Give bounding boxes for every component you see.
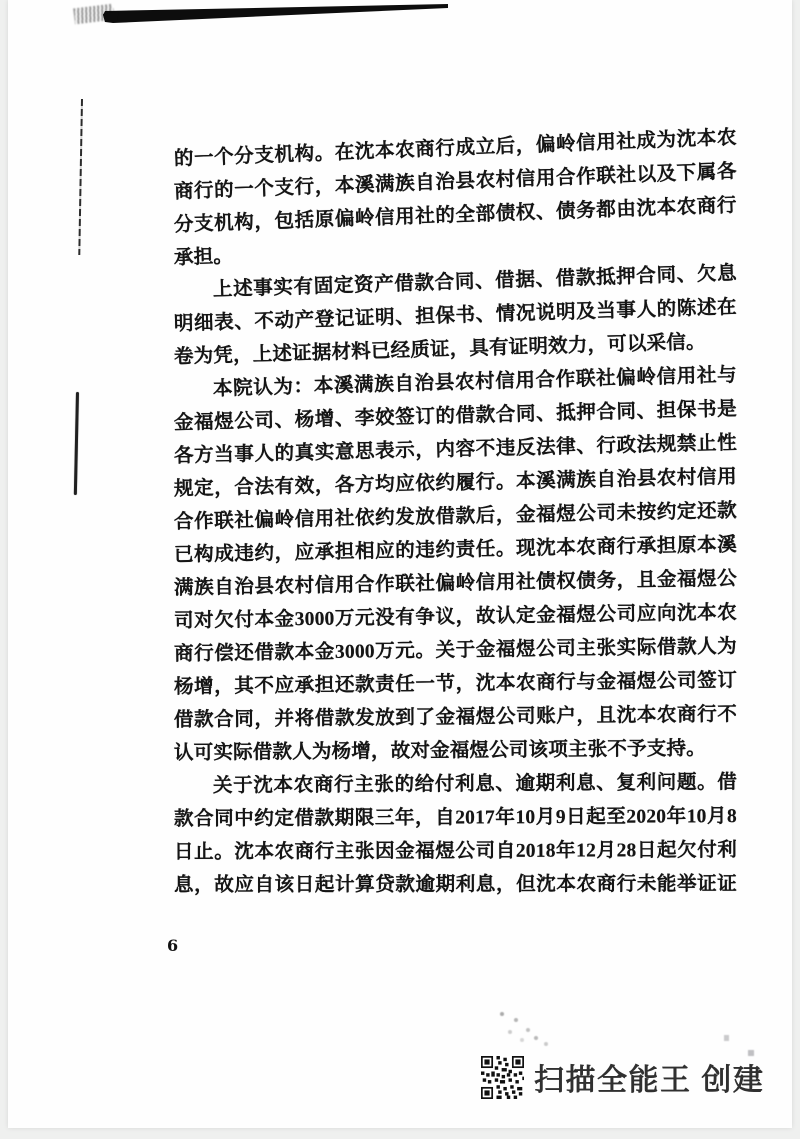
judgment-text-body (173, 127, 738, 902)
text-line: 司对欠付本金3000万元没有争议，故认定金福煜公司应向沈本农 (173, 602, 738, 632)
text-line: 认可实际借款人为杨增，故对金福煜公司该项主张不予支持。 (173, 738, 706, 764)
text-line: 商行偿还借款本金3000万元。关于金福煜公司主张实际借款人为 (173, 636, 738, 665)
text-line: 已构成违约，应承担相应的违约责任。现沈本农商行承担原本溪 (173, 534, 738, 566)
text-line: 商行的一个支行，本溪满族自治县农村信用合作联社以及下属各 (173, 161, 738, 203)
text-line: 满族自治县农村信用合作联社偏岭信用社债权债务，且金福煜公 (173, 568, 738, 599)
scan-speckle-artifact (724, 1035, 729, 1041)
binding-fold-line-artifact (78, 99, 83, 255)
text-line: 上述事实有固定资产借款合同、借据、借款抵押合同、欠息 (212, 263, 738, 301)
watermark-label: 扫描全能王 创建 (534, 1064, 765, 1097)
text-line: 杨增，其不应承担还款责任一节，沈本农商行与金福煜公司签订 (173, 670, 738, 698)
text-line: 明细表、不动产登记证明、担保书、情况说明及当事人的陈述在 (173, 297, 738, 335)
scanner-watermark (481, 1054, 764, 1100)
text-line: 金福煜公司、杨增、李姣签订的借款合同、抵押合同、担保书是 (173, 398, 738, 434)
text-line: 本院认为：本溪满族自治县农村信用合作联社偏岭信用社与 (212, 364, 738, 400)
scan-speckle-artifact (500, 1012, 504, 1016)
text-line: 息，故应自该日起计算贷款逾期利息，但沈本农商行未能举证证 (173, 873, 738, 896)
text-line: 合作联社偏岭信用社依约发放借款后，金福煜公司未按约定还款 (173, 500, 738, 533)
document-page (8, 0, 792, 1128)
text-line: 分支机构，包括原偏岭信用社的全部债权、债务都由沈本农商行 (173, 195, 738, 236)
text-line: 日止。沈本农商行主张因金福煜公司自2018年12月28日起欠付利 (173, 839, 738, 863)
binding-fold-line-artifact (74, 392, 79, 495)
text-line: 卷为凭，上述证据材料已经质证，具有证明效力，可以采信。 (173, 331, 706, 368)
text-line: 关于沈本农商行主张的给付利息、逾期利息、复利问题。借 (212, 772, 738, 797)
text-line: 款合同中约定借款期限三年，自2017年10月9日起至2020年10月8 (173, 806, 738, 830)
text-line: 承担。 (173, 246, 234, 269)
text-line: 规定，合法有效，各方均应依约履行。本溪满族自治县农村信用 (173, 466, 738, 500)
text-line: 各方当事人的真实意思表示，内容不违反法律、行政法规禁止性 (173, 432, 738, 467)
page-number: 6 (167, 936, 179, 955)
scan-black-bar-artifact (103, 1, 448, 27)
text-line: 借款合同，并将借款发放到了金福煜公司账户，且沈本农商行不 (173, 704, 738, 731)
qr-code-icon (481, 1056, 524, 1099)
text-line: 的一个分支机构。在沈本农商行成立后，偏岭信用社成为沈本农 (173, 127, 737, 170)
